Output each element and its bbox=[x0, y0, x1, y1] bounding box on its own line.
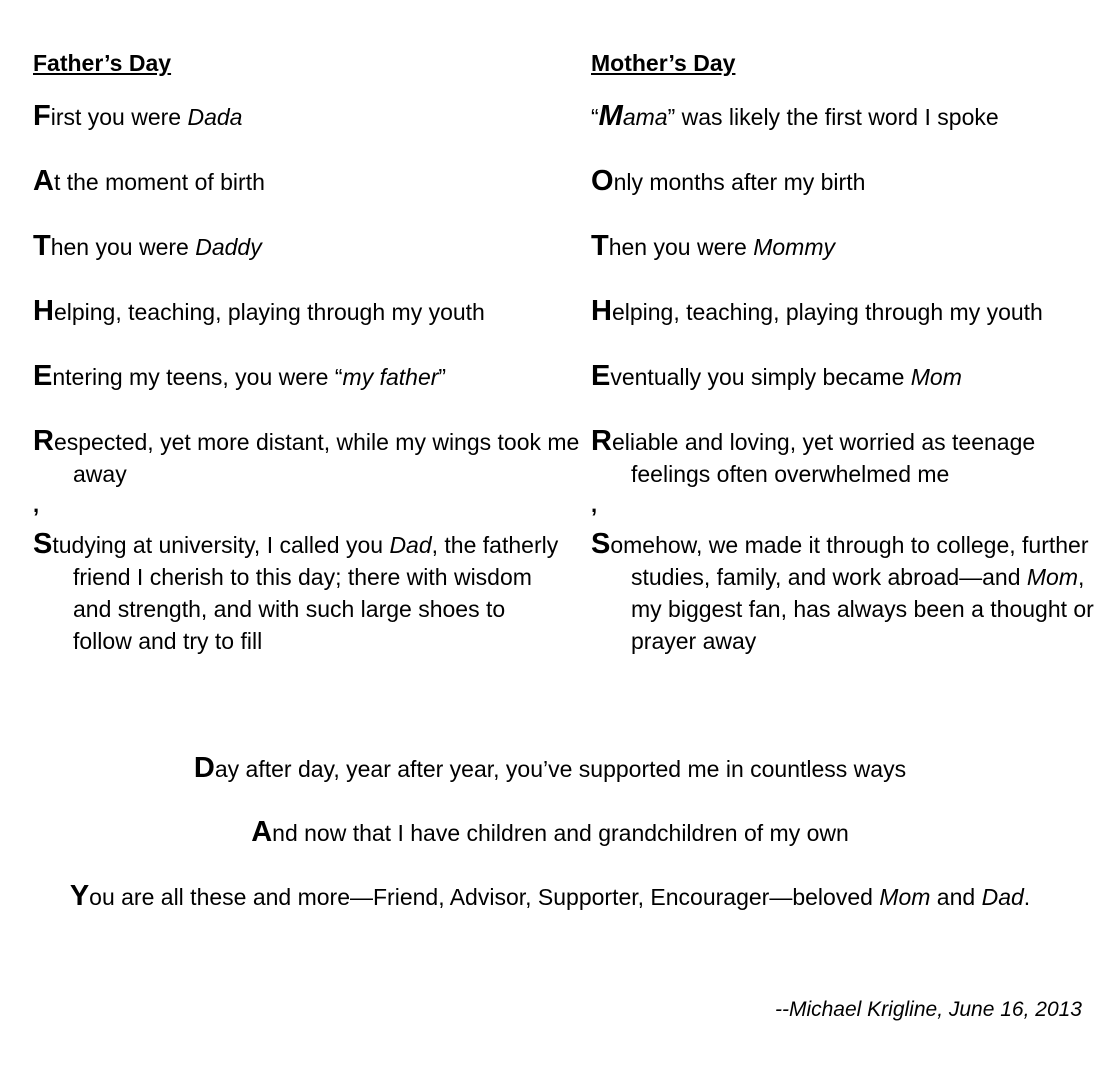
poem-line-a: At the moment of birth bbox=[33, 165, 265, 197]
closing-line-a: And now that I have children and grandchildren of my own bbox=[251, 816, 849, 848]
poem-line-h: Helping, teaching, playing through my youth bbox=[591, 295, 1043, 327]
fathers-day-heading: Father’s Day bbox=[33, 50, 172, 76]
poem-comma: , bbox=[591, 492, 598, 517]
poem-comma: , bbox=[33, 492, 40, 517]
poem-line-h: Helping, teaching, playing through my youth bbox=[33, 295, 485, 327]
poem-line-f: First you were Dada bbox=[33, 100, 243, 132]
fathers-day-poem bbox=[33, 48, 580, 689]
poem-line-o: Only months after my birth bbox=[591, 165, 866, 197]
poem-line-e: Eventually you simply became Mom bbox=[591, 360, 962, 392]
poem-line-m: “Mama” was likely the first word I spoke bbox=[591, 100, 999, 132]
poem-line-s: Studying at university, I called you Dad, the fatherly friend I cherish to this day; there with wisdom and strength, and with such large shoes to follow and try to fill bbox=[33, 528, 559, 654]
mothers-day-heading: Mother’s Day bbox=[591, 50, 736, 76]
poem-line-t: Then you were Mommy bbox=[591, 230, 835, 262]
closing-line-y: You are all these and more—Friend, Advisor, Supporter, Encourager—beloved Mom and Dad. bbox=[69, 880, 1031, 912]
closing-line-d: Day after day, year after year, you’ve supported me in countless ways bbox=[193, 752, 907, 784]
poem-line-t: Then you were Daddy bbox=[33, 230, 262, 262]
signature: --Michael Krigline, June 16, 2013 bbox=[774, 998, 1082, 1021]
poem-line-s: Somehow, we made it through to college, further studies, family, and work abroad—and Mom, my biggest fan, has always been a thought or prayer away bbox=[591, 528, 1094, 654]
mothers-day-poem bbox=[591, 48, 1094, 689]
poem-line-r: Respected, yet more distant, while my wings took me away bbox=[33, 425, 580, 487]
poem-line-e: Entering my teens, you were “my father” bbox=[33, 360, 447, 392]
poem-line-r: Reliable and loving, yet worried as teenage feelings often overwhelmed me bbox=[591, 425, 1036, 487]
